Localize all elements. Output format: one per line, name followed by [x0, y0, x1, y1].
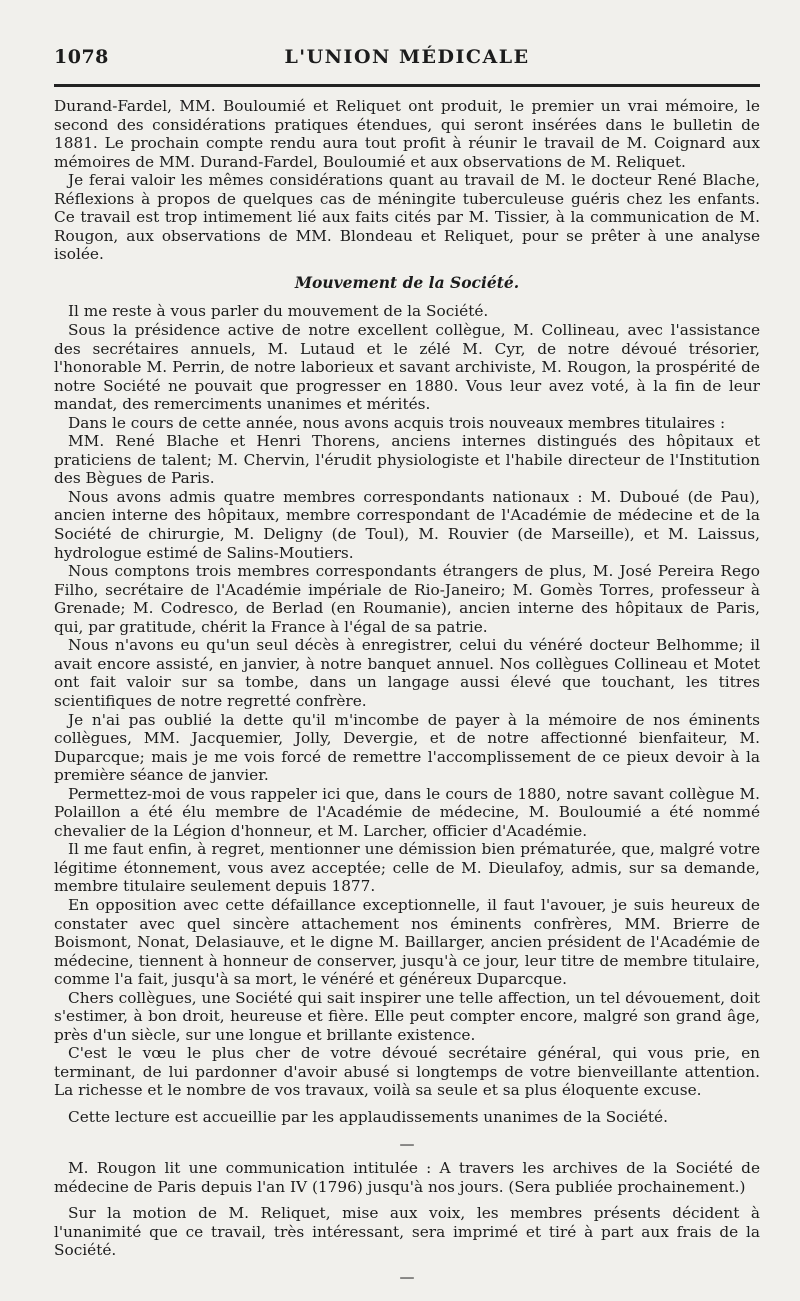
paragraph: Permettez-moi de vous rappeler ici que, dans le cours de 1880, notre savant collègue M. Polaillon a été élu membre de l'Académie de médecine, M. Bouloumié a été nommé chevalier de la Légion d'honneur, et M. Larcher, officier d'Académie.: [54, 784, 760, 840]
paragraph: C'est le vœu le plus cher de votre dévoué secrétaire général, qui vous prie, en terminant, de lui pardonner d'avoir abusé si longtemps de votre bienveillante attention. La richesse et le nombre de vos travaux, voilà sa seule et sa plus éloquente excuse.: [54, 1044, 760, 1100]
paragraph: Il me reste à vous parler du mouvement de la Société.: [68, 302, 489, 321]
running-title: L'UNION MÉDICALE: [284, 46, 530, 68]
paragraph: Nous avons admis quatre membres correspondants nationaux : M. Duboué (de Pau), ancien interne des hôpitaux, membre correspondant de l'Académie de médecine et de la Société de chirurgie, M. Deligny (de Toul), M. Rouvier (de Marseille), et M. Laissus, hydrologue estimé de Salins-Moutiers.: [54, 487, 760, 562]
paragraph: Dans le cours de cette année, nous avons acquis trois nouveaux membres titulaires :: [68, 413, 726, 432]
paragraph: Sous la présidence active de notre excellent collègue, M. Collineau, avec l'assistance des secrétaires annuels, M. Lutaud et le zélé M. Cyr, de notre dévoué trésorier, l'honorable M. Perrin, de notre laborieux et savant archiviste, M. Rougon, la prospérité de notre Société ne pouvait que progresser en 1880. Vous leur avez voté, à la fin de leur mandat, des remerciments unanimes et mérités.: [54, 321, 760, 414]
paragraph: Je n'ai pas oublié la dette qu'il m'incombe de payer à la mémoire de nos éminents collègues, MM. Jacquemier, Jolly, Devergie, et de notre affectionné bienfaiteur, M. Duparcque; mais je me vois forcé de remettre l'accomplissement de ce pieux devoir à la première séance de janvier.: [54, 710, 760, 785]
article-body: [54, 97, 760, 1286]
separator: —: [399, 1267, 415, 1286]
paragraph: En opposition avec cette défaillance exceptionnelle, il faut l'avouer, je suis heureux de constater avec quel sincère attachement nos éminents confrères, MM. Brierre de Boismont, Nonat, Delasiauve, et le digne M. Baillarger, ancien président de l'Académie de médecine, tiennent à honneur de conserver, jusqu'à ce jour, leur titre de membre titulaire, comme l'a fait, jusqu'à sa mort, le vénéré et généreux Duparcque.: [54, 895, 760, 989]
paragraph: Nous comptons trois membres correspondants étrangers de plus, M. José Pereira Rego Filho, secrétaire de l'Académie impériale de Rio-Janeiro; M. Gomès Torres, professeur à Grenade; M. Codresco, de Berlad (en Roumanie), ancien interne des hôpitaux de Paris, qui, par gratitude, chérit la France à l'égal de sa patrie.: [54, 562, 760, 636]
applause-note: Cette lecture est accueillie par les applaudissements unanimes de la Société.: [68, 1107, 668, 1126]
paragraph: MM. René Blache et Henri Thorens, anciens internes distingués des hôpitaux et praticiens de talent; M. Chervin, l'érudit physiologiste et l'habile directeur de l'Institution des Bègues de Paris.: [54, 432, 760, 488]
section-title: Mouvement de la Société.: [294, 272, 520, 292]
paragraph: Nous n'avons eu qu'un seul décès à enregistrer, celui du vénéré docteur Belhomme; il avait encore assisté, en janvier, à notre banquet annuel. Nos collègues Collineau et Motet ont fait valoir sur sa tombe, dans un langage aussi élevé que touchant, les titres scientifiques de notre regretté confrère.: [54, 636, 760, 710]
rougon-communication: M. Rougon lit une communication intitulée : A travers les archives de la Société de médecine de Paris depuis l'an IV (1796) jusqu'à nos jours. (Sera publiée prochainement.): [54, 1159, 760, 1196]
separator: —: [399, 1134, 415, 1153]
page-header: [54, 40, 760, 74]
paragraph: Durand-Fardel, MM. Bouloumié et Reliquet ont produit, le premier un vrai mémoire, le second des considérations pratiques étendues, qui seront insérées dans le bulletin de 1881. Le prochain compte rendu aura tout profit à réunir le travail de M. Coignard aux mémoires de MM. Durand-Fardel, Bouloumié et aux observations de M. Reliquet.: [54, 97, 760, 171]
motion-paragraph: Sur la motion de M. Reliquet, mise aux voix, les membres présents décident à l'unanimité que ce travail, très intéressant, sera imprimé et tiré à part aux frais de la Société.: [54, 1204, 760, 1260]
paragraph: Chers collègues, une Société qui sait inspirer une telle affection, un tel dévouement, doit s'estimer, à bon droit, heureuse et fière. Elle peut compter encore, malgré son grand âge, près d'un siècle, sur une longue et brillante existence.: [54, 988, 760, 1044]
page-number: 1078: [54, 46, 109, 68]
header-rule: [54, 84, 760, 87]
paragraph: Il me faut enfin, à regret, mentionner une démission bien prématurée, que, malgré votre légitime étonnement, vous avez acceptée; celle de M. Dieulafoy, admis, sur sa demande, membre titulaire seulement depuis 1877.: [54, 840, 760, 896]
paragraph: Je ferai valoir les mêmes considérations quant au travail de M. le docteur René Blache, Réflexions à propos de quelques cas de méningite tuberculeuse guéris chez les enfants. Ce travail est trop intimement lié aux faits cités par M. Tissier, à la communication de M. Rougon, aux observations de MM. Blondeau et Reliquet, pour se prêter à une analyse isolée.: [54, 171, 760, 264]
